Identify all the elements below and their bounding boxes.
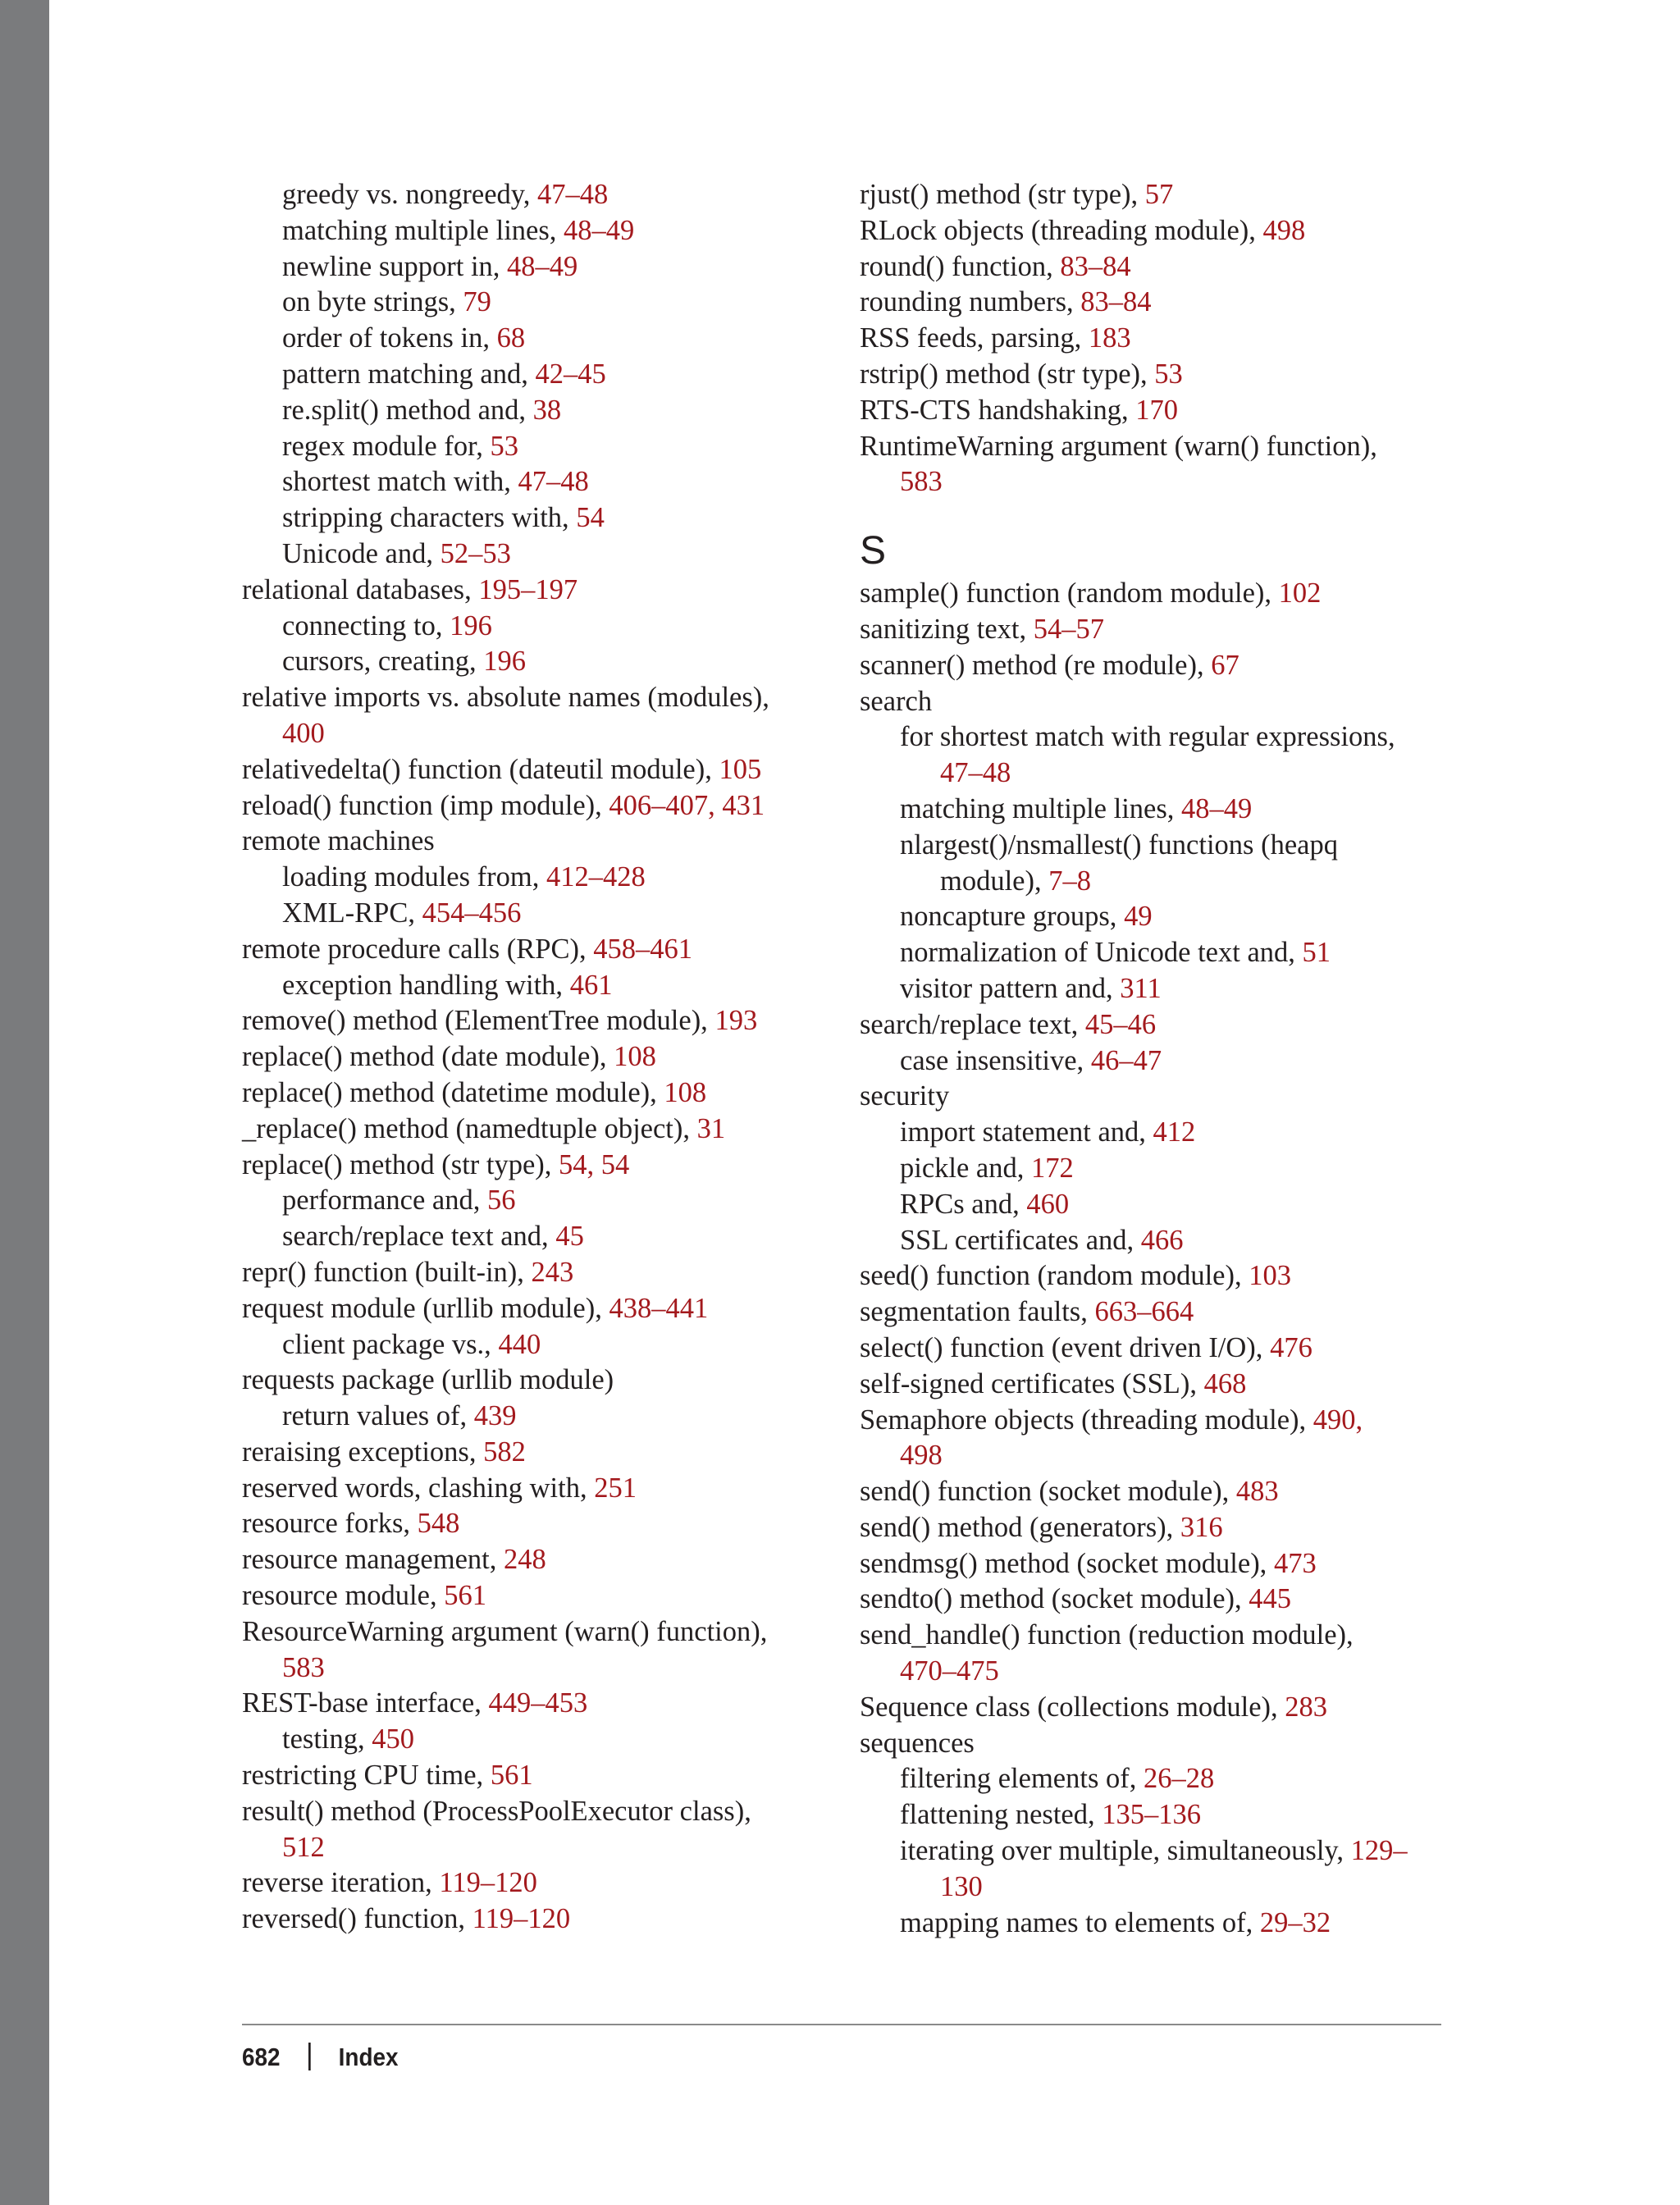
- index-entry: [242, 1148, 833, 1184]
- entry-page-link[interactable]: 316: [1180, 1511, 1223, 1543]
- index-entry: [860, 1690, 1450, 1726]
- entry-page-link[interactable]: 196: [483, 646, 526, 678]
- entry-page-link[interactable]: 461: [569, 969, 613, 1001]
- entry-term: filtering elements of,: [900, 1763, 1144, 1795]
- index-entry: [242, 1255, 833, 1291]
- entry-page-link[interactable]: 498: [1262, 214, 1306, 246]
- index-entry: [242, 1363, 833, 1399]
- entry-term: remote machines: [242, 825, 435, 857]
- entry-page-link[interactable]: 196: [450, 609, 492, 641]
- entry-term: select() function (event driven I/O),: [860, 1331, 1271, 1363]
- entry-term: performance and,: [282, 1185, 487, 1217]
- entry-page-link[interactable]: 458–461: [593, 933, 692, 965]
- index-entry: [242, 285, 833, 321]
- entry-term: scanner() method (re module),: [860, 649, 1212, 681]
- entry-term: mapping names to elements of,: [900, 1906, 1260, 1938]
- index-entry: [242, 1003, 833, 1039]
- entry-term: remote procedure calls (RPC),: [242, 933, 594, 965]
- entry-term: reraising exceptions,: [242, 1436, 484, 1468]
- index-entry: [242, 213, 833, 249]
- index-entry: [242, 644, 833, 680]
- entry-page-link[interactable]: 170: [1135, 394, 1178, 426]
- index-entry: [242, 177, 833, 213]
- index-entry: [860, 899, 1450, 935]
- entry-page-link[interactable]: 466: [1140, 1224, 1184, 1256]
- entry-term: sendto() method (socket module),: [860, 1583, 1249, 1615]
- entry-page-link[interactable]: 26–28: [1144, 1763, 1215, 1795]
- index-entry: [242, 464, 833, 500]
- entry-term: replace() method (str type),: [242, 1148, 559, 1180]
- index-entry: [860, 1367, 1450, 1403]
- entry-term: relativedelta() function (dateutil module),: [242, 753, 719, 785]
- entry-term: remove() method (ElementTree module),: [242, 1005, 715, 1037]
- footer-section-label: Index: [338, 2043, 399, 2071]
- entry-term: pickle and,: [900, 1152, 1031, 1184]
- entry-page-link[interactable]: 183: [1088, 322, 1131, 354]
- index-entry: [860, 1438, 1450, 1474]
- entry-term: reverse iteration,: [242, 1867, 440, 1899]
- entry-term: cursors, creating,: [282, 646, 484, 678]
- index-entry: [860, 1906, 1450, 1942]
- entry-page-link[interactable]: 412: [1153, 1116, 1196, 1148]
- index-entry: [860, 1079, 1450, 1115]
- index-entry: [860, 213, 1450, 249]
- entry-page-link[interactable]: 473: [1273, 1547, 1317, 1579]
- index-entry: [860, 792, 1450, 828]
- entry-page-link[interactable]: 108: [614, 1041, 656, 1073]
- entry-page-link[interactable]: 79: [463, 286, 491, 318]
- index-entry: [860, 321, 1450, 357]
- entry-page-link[interactable]: 470–475: [900, 1655, 999, 1687]
- index-entry: [860, 177, 1450, 213]
- entry-term: sendmsg() method (socket module),: [860, 1547, 1274, 1579]
- index-entry: [242, 1219, 833, 1255]
- entry-term: Unicode and,: [282, 537, 441, 569]
- entry-term: sample() function (random module),: [860, 578, 1279, 609]
- entry-term: pattern matching and,: [282, 358, 536, 390]
- entry-page-link[interactable]: 412–428: [546, 861, 646, 893]
- index-entry: [860, 1115, 1450, 1151]
- index-entry: [860, 1510, 1450, 1546]
- entry-term: return values of,: [282, 1400, 474, 1432]
- entry-page-link[interactable]: 54: [576, 502, 605, 534]
- entry-term: reserved words, clashing with,: [242, 1472, 595, 1504]
- index-entry: [860, 1331, 1450, 1367]
- index-entry: [242, 1614, 833, 1650]
- index-entry: [860, 464, 1450, 500]
- entry-page-link[interactable]: 135–136: [1102, 1799, 1201, 1831]
- index-entry: [860, 285, 1450, 321]
- entry-page-link[interactable]: 83–84: [1080, 286, 1152, 318]
- entry-page-link[interactable]: 51: [1302, 937, 1331, 969]
- footer-rule: [242, 2024, 1441, 2025]
- index-entry: [242, 1830, 833, 1866]
- index-group-s: [860, 576, 1450, 1941]
- index-entry: [242, 752, 833, 788]
- index-entry: [860, 357, 1450, 393]
- entry-page-link[interactable]: 52–53: [440, 537, 511, 569]
- entry-term: RPCs and,: [900, 1188, 1027, 1220]
- page-edge-bar: [0, 0, 49, 2205]
- entry-term: re.split() method and,: [282, 394, 533, 426]
- entry-page-link[interactable]: 454–456: [422, 897, 522, 929]
- entry-page-link[interactable]: 400: [282, 717, 325, 749]
- entry-page-link[interactable]: 561: [490, 1760, 533, 1792]
- index-entry: [860, 393, 1450, 429]
- entry-page-link[interactable]: 583: [900, 466, 943, 498]
- index-entry: [242, 1901, 833, 1938]
- page-footer: [242, 2043, 399, 2073]
- index-entry: [242, 1471, 833, 1507]
- entry-page-link[interactable]: 460: [1026, 1188, 1070, 1220]
- index-column-right: [860, 177, 1450, 1941]
- section-heading: S: [860, 529, 887, 573]
- entry-term: resource forks,: [242, 1508, 418, 1540]
- entry-term: case insensitive,: [900, 1044, 1091, 1076]
- entry-page-link[interactable]: 38: [532, 394, 562, 426]
- entry-page-link[interactable]: 490,: [1312, 1404, 1363, 1436]
- entry-page-link[interactable]: 53: [1154, 358, 1183, 390]
- entry-term: testing,: [282, 1723, 372, 1755]
- entry-term: matching multiple lines,: [282, 214, 564, 246]
- index-entry: [242, 1291, 833, 1327]
- index-entry: [860, 1546, 1450, 1582]
- index-entry: [860, 828, 1450, 864]
- entry-page-link[interactable]: 450: [372, 1723, 414, 1755]
- index-entry: [860, 249, 1450, 285]
- entry-term: regex module for,: [282, 430, 491, 462]
- entry-term: REST-base interface,: [242, 1687, 489, 1719]
- index-entry: [242, 357, 833, 393]
- entry-page-link[interactable]: 54–57: [1033, 613, 1105, 645]
- entry-page-link[interactable]: 53: [490, 430, 518, 462]
- index-entry: [860, 1797, 1450, 1833]
- entry-page-link[interactable]: 56: [487, 1185, 516, 1217]
- index-entry: [860, 1833, 1450, 1869]
- entry-term: rounding numbers,: [860, 286, 1081, 318]
- entry-term: client package vs.,: [282, 1328, 499, 1360]
- index-entry: [242, 716, 833, 752]
- entry-term: seed() function (random module),: [860, 1260, 1249, 1292]
- index-entry: [860, 1726, 1450, 1762]
- entry-page-link[interactable]: 130: [940, 1870, 983, 1902]
- entry-page-link[interactable]: 476: [1270, 1331, 1312, 1363]
- entry-page-link[interactable]: 468: [1203, 1367, 1247, 1399]
- index-entry: [860, 1474, 1450, 1510]
- entry-page-link[interactable]: 119–120: [439, 1867, 537, 1899]
- index-entry: [860, 612, 1450, 648]
- index-entry: [242, 680, 833, 716]
- entry-page-link[interactable]: 68: [496, 322, 526, 354]
- entry-term: RSS feeds, parsing,: [860, 322, 1089, 354]
- index-entry: [242, 1039, 833, 1075]
- entry-term: reload() function (imp module),: [242, 789, 609, 821]
- index-entry: [242, 1794, 833, 1830]
- entry-term: iterating over multiple, simultaneously,: [900, 1835, 1351, 1867]
- entry-term: sequences: [860, 1727, 975, 1759]
- index-entry: [242, 968, 833, 1004]
- index-entry: [242, 1542, 833, 1578]
- index-entry: [860, 719, 1450, 756]
- entry-term: shortest match with,: [282, 466, 518, 498]
- index-entry: [242, 1506, 833, 1542]
- entry-term: rjust() method (str type),: [860, 179, 1145, 210]
- entry-term: connecting to,: [282, 609, 450, 641]
- entry-term: newline support in,: [282, 250, 508, 282]
- index-entry: [242, 932, 833, 968]
- index-entry: [860, 1258, 1450, 1294]
- entry-page-link[interactable]: 119–120: [472, 1903, 571, 1935]
- entry-page-link[interactable]: 29–32: [1259, 1906, 1331, 1938]
- entry-term: normalization of Unicode text and,: [900, 937, 1303, 969]
- entry-term: Sequence class (collections module),: [860, 1691, 1285, 1723]
- entry-page-link[interactable]: 48–49: [1181, 792, 1253, 824]
- index-entry: [242, 1722, 833, 1758]
- page-number: 682: [242, 2043, 281, 2071]
- index-entry: [242, 1399, 833, 1435]
- entry-page-link[interactable]: 498: [900, 1440, 943, 1472]
- entry-term: replace() method (datetime module),: [242, 1076, 664, 1108]
- index-entry: [860, 1582, 1450, 1618]
- index-entry: [860, 1187, 1450, 1223]
- index-entry: [242, 1435, 833, 1471]
- entry-page-link[interactable]: 548: [417, 1508, 460, 1540]
- index-entry: [242, 824, 833, 860]
- entry-page-link[interactable]: 483: [1235, 1476, 1279, 1508]
- entry-term: restricting CPU time,: [242, 1760, 491, 1792]
- index-entry: [242, 1112, 833, 1148]
- entry-term: exception handling with,: [282, 969, 570, 1001]
- entry-term: ResourceWarning argument (warn() function),: [242, 1615, 768, 1647]
- entry-page-link[interactable]: 663–664: [1094, 1296, 1194, 1328]
- entry-term: noncapture groups,: [900, 901, 1125, 933]
- entry-term: order of tokens in,: [282, 322, 497, 354]
- entry-page-link[interactable]: 67: [1211, 649, 1239, 681]
- index-entry: [860, 864, 1450, 900]
- index-entry: [860, 756, 1450, 792]
- entry-page-link[interactable]: 438–441: [609, 1292, 709, 1324]
- index-entry: [242, 429, 833, 465]
- entry-page-link[interactable]: 243: [531, 1256, 574, 1288]
- entry-page-link[interactable]: 172: [1030, 1152, 1074, 1184]
- index-entry: [242, 788, 833, 824]
- index-entry: [242, 1183, 833, 1219]
- entry-term: relative imports vs. absolute names (modules),: [242, 682, 769, 714]
- entry-page-link[interactable]: 47–48: [537, 179, 609, 210]
- entry-term: module),: [940, 865, 1049, 897]
- entry-page-link[interactable]: 248: [503, 1544, 546, 1576]
- entry-term: matching multiple lines,: [900, 792, 1182, 824]
- entry-term: XML-RPC,: [282, 897, 422, 929]
- index-entry: [242, 536, 833, 573]
- index-entry: [242, 1327, 833, 1363]
- index-entry: [242, 249, 833, 285]
- index-entry: [242, 1075, 833, 1112]
- entry-page-link[interactable]: 102: [1278, 578, 1322, 609]
- entry-term: search/replace text and,: [282, 1221, 556, 1253]
- entry-term: round() function,: [860, 250, 1061, 282]
- entry-term: visitor pattern and,: [900, 972, 1121, 1004]
- index-entry: [242, 321, 833, 357]
- entry-page-link[interactable]: 439: [473, 1400, 517, 1432]
- entry-page-link[interactable]: 108: [664, 1076, 707, 1108]
- entry-term: nlargest()/nsmallest() functions (heapq: [900, 829, 1338, 861]
- entry-term: RTS-CTS handshaking,: [860, 394, 1136, 426]
- entry-term: result() method (ProcessPoolExecutor class),: [242, 1795, 751, 1827]
- entry-page-link[interactable]: 48–49: [564, 214, 635, 246]
- entry-term: requests package (urllib module): [242, 1364, 614, 1396]
- entry-page-link[interactable]: 440: [498, 1328, 541, 1360]
- index-entry: [860, 1043, 1450, 1080]
- entry-page-link[interactable]: 311: [1120, 972, 1162, 1004]
- entry-page-link[interactable]: 57: [1144, 179, 1174, 210]
- entry-page-link[interactable]: 251: [594, 1472, 637, 1504]
- entry-page-link[interactable]: 193: [714, 1005, 758, 1037]
- entry-term: search/replace text,: [860, 1008, 1085, 1040]
- footer-separator: [308, 2043, 311, 2070]
- entry-term: greedy vs. nongreedy,: [282, 179, 538, 210]
- entry-term: import statement and,: [900, 1116, 1153, 1148]
- entry-page-link[interactable]: 45–46: [1084, 1008, 1157, 1040]
- entry-page-link[interactable]: 561: [444, 1580, 486, 1612]
- entry-term: rstrip() method (str type),: [860, 358, 1155, 390]
- entry-term: sanitizing text,: [860, 613, 1034, 645]
- entry-page-link[interactable]: 49: [1124, 901, 1153, 933]
- entry-page-link[interactable]: 283: [1285, 1691, 1328, 1723]
- entry-term: Semaphore objects (threading module),: [860, 1404, 1313, 1436]
- entry-page-link[interactable]: 31: [696, 1112, 726, 1144]
- entry-page-link[interactable]: 449–453: [488, 1687, 588, 1719]
- entry-page-link[interactable]: 583: [282, 1651, 325, 1683]
- index-entry: [860, 1869, 1450, 1906]
- entry-term: request module (urllib module),: [242, 1292, 609, 1324]
- entry-term: on byte strings,: [282, 286, 463, 318]
- entry-term: flattening nested,: [900, 1799, 1102, 1831]
- index-entry: [860, 1223, 1450, 1259]
- entry-term: relational databases,: [242, 573, 479, 605]
- entry-term: send_handle() function (reduction module),: [860, 1619, 1354, 1651]
- index-entry: [242, 896, 833, 932]
- entry-term: loading modules from,: [282, 861, 546, 893]
- entry-term: search: [860, 685, 933, 717]
- index-entry: [860, 1294, 1450, 1331]
- entry-term: send() function (socket module),: [860, 1476, 1236, 1508]
- entry-page-link[interactable]: 406–407, 431: [609, 789, 765, 821]
- entry-page-link[interactable]: 83–84: [1060, 250, 1131, 282]
- entry-page-link[interactable]: 47–48: [940, 757, 1011, 789]
- entry-page-link[interactable]: 103: [1249, 1260, 1291, 1292]
- index-entry: [860, 1151, 1450, 1187]
- entry-page-link[interactable]: 47–48: [518, 466, 589, 498]
- entry-page-link[interactable]: 582: [483, 1436, 526, 1468]
- index-entry: [242, 609, 833, 645]
- index-column-left: [242, 177, 833, 1938]
- entry-term: send() method (generators),: [860, 1511, 1180, 1543]
- index-entry: [242, 1865, 833, 1901]
- entry-page-link[interactable]: 129–: [1350, 1835, 1408, 1867]
- entry-term: resource management,: [242, 1544, 504, 1576]
- entry-term: RuntimeWarning argument (warn() function),: [860, 430, 1377, 462]
- entry-term: segmentation faults,: [860, 1296, 1095, 1328]
- index-entry: [242, 393, 833, 429]
- entry-term: SSL certificates and,: [900, 1224, 1141, 1256]
- entry-term: repr() function (built-in),: [242, 1256, 532, 1288]
- entry-page-link[interactable]: 105: [719, 753, 762, 785]
- entry-page-link[interactable]: 46–47: [1090, 1044, 1162, 1076]
- entry-term: RLock objects (threading module),: [860, 214, 1263, 246]
- index-entry: [860, 576, 1450, 612]
- index-entry: [860, 1403, 1450, 1439]
- index-group-r: [860, 177, 1450, 500]
- entry-page-link[interactable]: 512: [282, 1831, 325, 1863]
- index-entry: [860, 429, 1450, 465]
- index-entry: [242, 1650, 833, 1687]
- index-entry: [860, 1618, 1450, 1654]
- index-entry: [242, 573, 833, 609]
- entry-term: _replace() method (namedtuple object),: [242, 1112, 697, 1144]
- index-entry: [242, 1578, 833, 1614]
- index-entry: [860, 935, 1450, 971]
- index-entry: [242, 500, 833, 536]
- entry-term: for shortest match with regular expressions,: [900, 721, 1395, 753]
- entry-page-link[interactable]: 445: [1249, 1583, 1292, 1615]
- index-entry: [242, 1758, 833, 1794]
- index-entry: [860, 971, 1450, 1007]
- entry-page-link[interactable]: 54, 54: [559, 1148, 630, 1180]
- entry-term: security: [860, 1080, 950, 1112]
- index-entry: [860, 1007, 1450, 1043]
- entry-term: reversed() function,: [242, 1903, 472, 1935]
- entry-page-link[interactable]: 7–8: [1048, 865, 1091, 897]
- index-entry: [860, 648, 1450, 684]
- index-entry: [242, 1686, 833, 1722]
- index-entry: [860, 1654, 1450, 1690]
- entry-page-link[interactable]: 48–49: [507, 250, 578, 282]
- index-entry: [860, 684, 1450, 720]
- entry-term: resource module,: [242, 1580, 445, 1612]
- index-entry: [860, 1761, 1450, 1797]
- index-entry: [242, 860, 833, 896]
- entry-term: stripping characters with,: [282, 502, 577, 534]
- entry-page-link[interactable]: 45: [555, 1221, 584, 1253]
- entry-page-link[interactable]: 195–197: [478, 573, 578, 605]
- entry-page-link[interactable]: 42–45: [535, 358, 606, 390]
- entry-term: self-signed certificates (SSL),: [860, 1367, 1204, 1399]
- entry-term: replace() method (date module),: [242, 1041, 614, 1073]
